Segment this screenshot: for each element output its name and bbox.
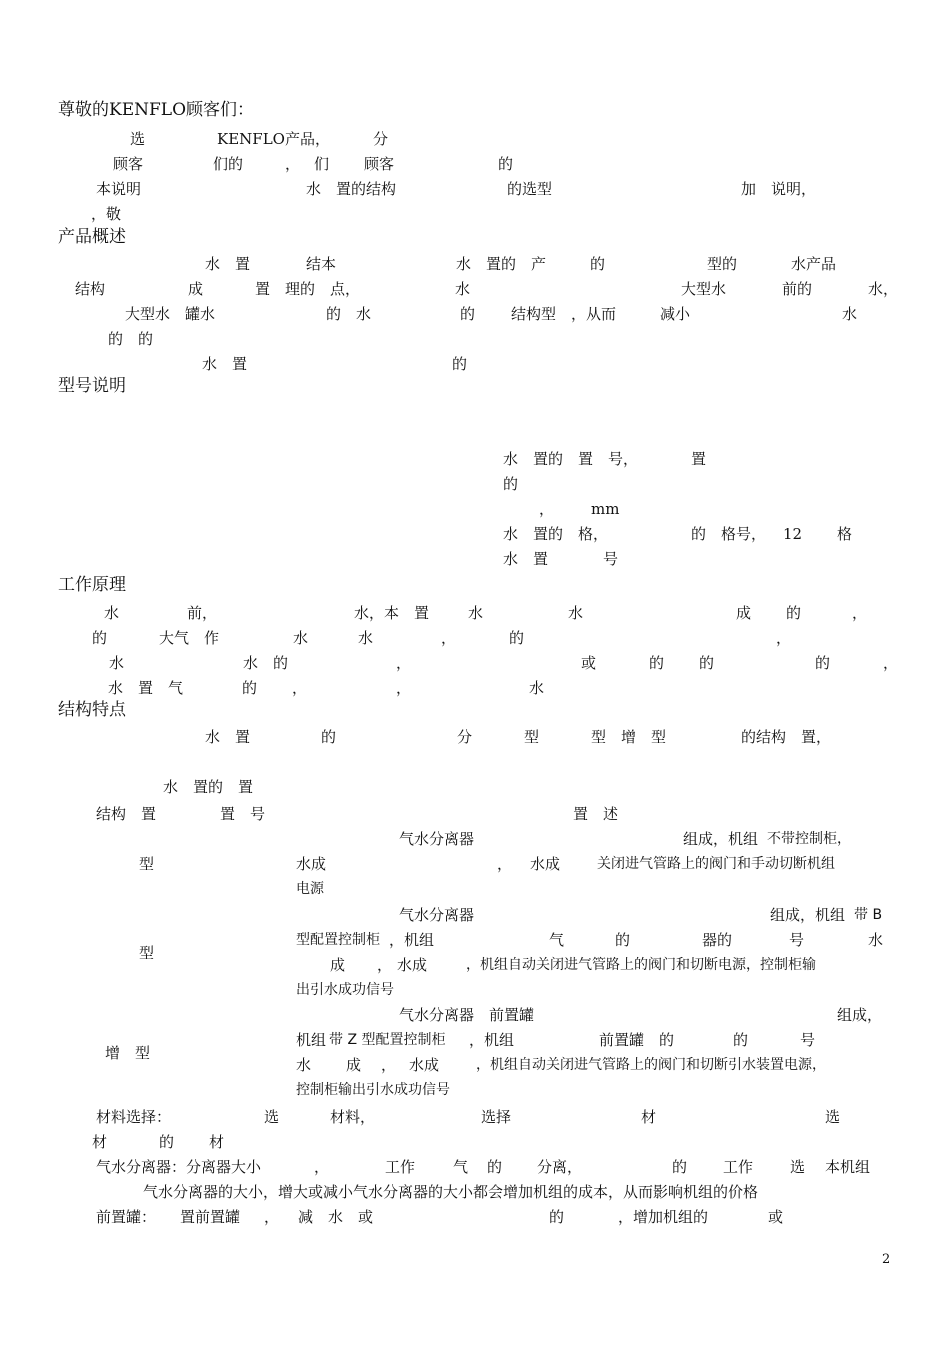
model-note: 水 置	[503, 550, 549, 568]
intro-text: 们	[314, 155, 330, 173]
table-header: 置 述	[573, 805, 619, 823]
overview-text: 大型水	[681, 280, 727, 298]
overview-text: 结本	[306, 255, 337, 273]
pretank-text: 前置罐：	[96, 1208, 157, 1226]
table-cell-text: 不带控制柜，	[767, 831, 851, 847]
pretank-text: 的	[549, 1208, 565, 1226]
model-note: 格	[837, 525, 853, 543]
model-note: 的	[503, 475, 519, 493]
overview-text: 的	[460, 305, 476, 323]
materials-text: 材	[209, 1133, 225, 1151]
principle-text: 的	[786, 604, 802, 622]
model-note: ，	[539, 500, 555, 518]
features-text: 型	[524, 728, 540, 746]
table-cell-text: ，	[377, 956, 393, 974]
table-cell-type: 型	[139, 855, 155, 873]
features-text: 的结构 置，	[741, 728, 832, 746]
principle-text: ，	[852, 604, 868, 622]
section-heading-principle: 工作原理	[58, 575, 126, 595]
table-cell-text: 关闭进气管路上的阀门和手动切断机组	[597, 856, 835, 872]
table-cell-text: 气水分离器	[399, 830, 475, 848]
materials-text: 选择	[481, 1108, 512, 1126]
separator-text: 气	[453, 1158, 469, 1176]
table-header: 结构 置	[96, 805, 157, 823]
model-note: mm	[591, 500, 620, 518]
section-heading-overview: 产品概述	[58, 227, 126, 247]
pretank-text: ，增加机组的	[618, 1208, 709, 1226]
table-cell-text: 水成	[397, 956, 428, 974]
model-note: 12	[783, 525, 803, 543]
principle-text: 的	[509, 629, 525, 647]
intro-text: 水 置的结构	[306, 180, 397, 198]
overview-text: 的	[452, 355, 468, 373]
intro-text: 顾客	[364, 155, 395, 173]
overview-text: 的	[590, 255, 606, 273]
table-cell-text: 组成，机组	[770, 906, 846, 924]
table-cell-text: 水成	[296, 855, 327, 873]
intro-text: 分	[373, 130, 389, 148]
principle-text: 的	[699, 654, 715, 672]
separator-text: 的	[487, 1158, 503, 1176]
table-cell-text: ，	[497, 855, 513, 873]
features-text: 型 增 型	[591, 728, 667, 746]
principle-text: 前，	[187, 604, 218, 622]
table-cell-text: 号	[789, 931, 805, 949]
separator-text: 工作	[723, 1158, 754, 1176]
table-cell-text: 水	[296, 1056, 312, 1074]
pretank-text: 置前置罐	[180, 1208, 241, 1226]
principle-text: ，	[396, 654, 412, 672]
table-cell-text: 组成，	[837, 1006, 883, 1024]
intro-text: ，	[285, 155, 301, 173]
principle-text: ，	[776, 629, 792, 647]
overview-text: 型的	[707, 255, 738, 273]
principle-text: 水	[293, 629, 309, 647]
principle-text: 水	[358, 629, 374, 647]
materials-text: 材	[92, 1133, 108, 1151]
separator-text: ，	[314, 1158, 330, 1176]
principle-text: ，	[396, 679, 412, 697]
model-note: 水 置的 置 号，	[503, 450, 639, 468]
principle-text: 水	[104, 604, 120, 622]
overview-text: 前的	[782, 280, 813, 298]
overview-text: 水 置	[202, 355, 248, 373]
overview-text: 水产品	[791, 255, 837, 273]
table-cell-text: ，	[381, 1056, 397, 1074]
overview-text: 减小	[660, 305, 691, 323]
separator-text: 气水分离器：分离器大小	[96, 1158, 262, 1176]
overview-text: 水 置	[205, 255, 251, 273]
intro-text: 顾客	[113, 155, 144, 173]
intro-text: 选	[130, 130, 146, 148]
table-cell-text: ，机组自动关闭进气管路上的阀门和切断引水装置电源，	[476, 1057, 826, 1073]
table-cell-text: 组成，机组	[683, 830, 759, 848]
principle-text: 的	[92, 629, 108, 647]
materials-text: 材料，	[330, 1108, 376, 1126]
greeting: 尊敬的KENFLO顾客们：	[58, 100, 255, 120]
principle-text: 水 的	[243, 654, 289, 672]
principle-text: 成	[736, 604, 752, 622]
table-cell-text: 成	[346, 1056, 362, 1074]
principle-text: ，	[441, 629, 457, 647]
separator-text: 的	[672, 1158, 688, 1176]
table-cell-text: 电源	[296, 881, 324, 897]
intro-text: 的	[498, 155, 514, 173]
table-cell-type: 增 型	[105, 1044, 151, 1062]
table-cell-text: 气	[549, 931, 565, 949]
section-heading-model: 型号说明	[58, 376, 126, 396]
features-text: 分	[457, 728, 473, 746]
table-cell-text: 气水分离器	[399, 906, 475, 924]
table-cell-text: ，机组	[389, 931, 435, 949]
principle-text: 水	[568, 604, 584, 622]
separator-text: 分离，	[537, 1158, 583, 1176]
principle-text: 水，本 置	[354, 604, 430, 622]
table-cell-text: 水成	[409, 1056, 440, 1074]
table-cell-text: 水	[868, 931, 884, 949]
page-number: 2	[882, 1252, 891, 1267]
overview-text: 的 的	[108, 330, 154, 348]
model-note: 水 置的 格，	[503, 525, 609, 543]
separator-text: 选	[790, 1158, 806, 1176]
table-cell-text: 的	[615, 931, 631, 949]
overview-text: 成	[188, 280, 204, 298]
principle-text: 水	[468, 604, 484, 622]
principle-text: 水	[529, 679, 545, 697]
overview-text: 水	[455, 280, 471, 298]
table-cell-text: 成	[330, 956, 346, 974]
features-text: 水 置	[205, 728, 251, 746]
table-cell-text: 带 B	[854, 907, 883, 923]
separator-text: 气水分离器的大小，增大或减小气水分离器的大小都会增加机组的成本，从而影响机组的价格	[143, 1183, 759, 1201]
overview-text: 的 水	[326, 305, 372, 323]
table-cell-text: ，机组	[469, 1031, 515, 1049]
features-text: 的	[321, 728, 337, 746]
model-note: 号	[603, 550, 619, 568]
pretank-text: 或	[768, 1208, 784, 1226]
table-cell-text: 控制柜输出引水成功信号	[296, 1082, 450, 1098]
materials-text: 材料选择：	[96, 1108, 172, 1126]
principle-text: 大气 作	[159, 629, 220, 647]
overview-text: 结构	[75, 280, 106, 298]
principle-text: ，	[883, 654, 899, 672]
table-cell-text: 气水分离器 前置罐	[399, 1006, 535, 1024]
materials-text: 材	[641, 1108, 657, 1126]
table-cell-text: ，机组自动关闭进气管路上的阀门和切断电源，控制柜输	[466, 957, 816, 973]
table-title: 水 置的 置	[163, 778, 254, 796]
principle-text: 的	[242, 679, 258, 697]
overview-text: 大型水 罐水	[125, 305, 216, 323]
table-header: 置 号	[220, 805, 266, 823]
table-cell-type: 型	[139, 944, 155, 962]
model-note: 的 格号，	[691, 525, 767, 543]
table-cell-text: 出引水成功信号	[296, 982, 394, 998]
table-cell-text: 水成	[530, 855, 561, 873]
intro-text: KENFLO产品，	[217, 130, 330, 148]
overview-text: 水 置的 产	[456, 255, 547, 273]
principle-text: 或	[581, 654, 597, 672]
intro-text: 们的	[213, 155, 244, 173]
principle-text: 水	[109, 654, 125, 672]
materials-text: 选	[264, 1108, 280, 1126]
overview-text: 结构型 ，从而	[511, 305, 617, 323]
section-heading-features: 结构特点	[58, 700, 126, 720]
table-cell-text: 带 Z 型配置控制柜	[329, 1032, 446, 1048]
principle-text: 的	[815, 654, 831, 672]
principle-text: 水 置 气	[108, 679, 184, 697]
intro-text: 本说明	[96, 180, 142, 198]
overview-text: 置 理的 点，	[255, 280, 361, 298]
materials-text: 选	[825, 1108, 841, 1126]
table-cell-text: 机组	[296, 1031, 327, 1049]
principle-text: 的	[649, 654, 665, 672]
separator-text: 工作	[385, 1158, 416, 1176]
model-note: 置	[691, 450, 707, 468]
principle-text: ，	[292, 679, 308, 697]
intro-text: 的选型	[507, 180, 553, 198]
intro-text: ，敬	[91, 205, 122, 223]
table-cell-text: 前置罐 的	[599, 1031, 675, 1049]
materials-text: 的	[159, 1133, 175, 1151]
overview-text: 水	[842, 305, 858, 323]
pretank-text: ，	[264, 1208, 280, 1226]
table-cell-text: 的	[733, 1031, 749, 1049]
intro-text: 加 说明，	[741, 180, 817, 198]
table-cell-text: 型配置控制柜	[296, 932, 380, 948]
separator-text: 本机组	[825, 1158, 871, 1176]
table-cell-text: 器的	[702, 931, 733, 949]
overview-text: 水，	[868, 280, 899, 298]
table-cell-text: 号	[800, 1031, 816, 1049]
pretank-text: 减 水 或	[298, 1208, 374, 1226]
